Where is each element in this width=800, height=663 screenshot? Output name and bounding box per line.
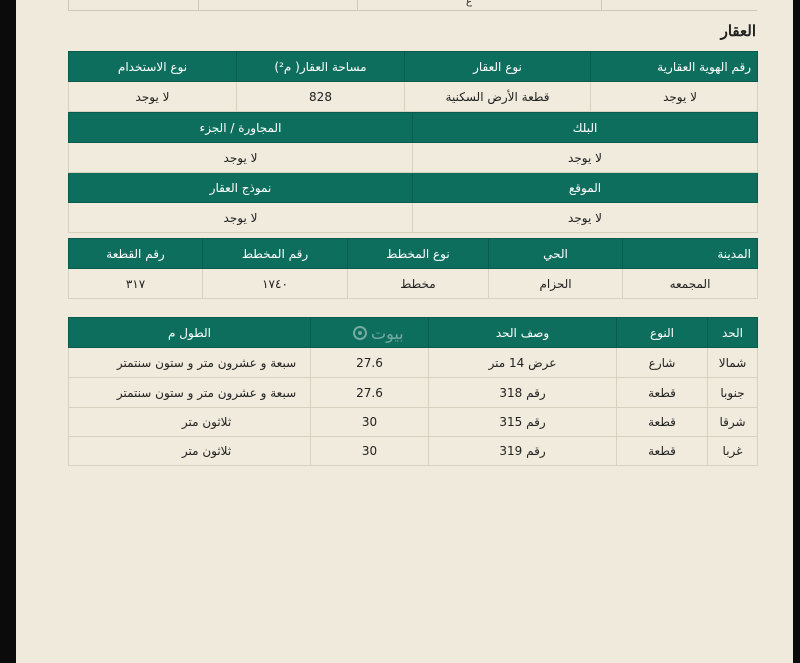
value-neighborhood-part: لا يوجد (69, 143, 413, 173)
header-boundary: الحد (708, 318, 758, 348)
boundary-description: رقم 315 (429, 408, 617, 437)
boundary-description: عرض 14 متر (429, 348, 617, 378)
header-plan-number: رقم المخطط (203, 239, 348, 269)
value-site: لا يوجد (413, 203, 758, 233)
edge-cell (68, 0, 198, 10)
value-plot-number: ٣١٧ (69, 269, 203, 299)
header-plot-number: رقم القطعة (69, 239, 203, 269)
boundary-length-words: سبعة و عشرون متر و ستون سنتمتر (69, 348, 311, 378)
value-district: الحزام (489, 269, 623, 299)
block-table (68, 112, 758, 233)
edge-cell (357, 0, 601, 10)
header-property-model: نموذج العقار (69, 173, 413, 203)
table-row (69, 378, 758, 408)
table-header-row (69, 173, 758, 203)
boundary-length-number: 30 (311, 408, 429, 437)
boundary-kind: قطعة (617, 378, 708, 408)
watermark-logo (353, 320, 449, 346)
header-property-type: نوع العقار (405, 52, 591, 82)
header-plan-type: نوع المخطط (348, 239, 489, 269)
location-table (68, 238, 758, 299)
table-row (69, 408, 758, 437)
previous-table-edge (68, 0, 757, 11)
value-block: لا يوجد (413, 143, 758, 173)
header-district: الحي (489, 239, 623, 269)
value-city: المجمعه (623, 269, 758, 299)
header-usage-type: نوع الاستخدام (69, 52, 237, 82)
boundary-length-number: 27.6 (311, 378, 429, 408)
table-row (69, 348, 758, 378)
value-property-type: قطعة الأرض السكنية (405, 82, 591, 112)
edge-cell (601, 0, 757, 10)
value-usage-type: لا يوجد (69, 82, 237, 112)
boundary-kind: شارع (617, 348, 708, 378)
header-neighborhood-part: المجاورة / الجزء (69, 113, 413, 143)
boundary-length-words: ثلاثون متر (69, 408, 311, 437)
boundary-description: رقم 319 (429, 437, 617, 466)
section-title: العقار (720, 22, 756, 40)
header-property-id: رقم الهوية العقارية (591, 52, 758, 82)
watermark-text: بيوت (371, 323, 404, 343)
boundary-description: رقم 318 (429, 378, 617, 408)
edge-cell (198, 0, 356, 10)
cut-off-text: ع (466, 0, 472, 7)
boundary-length-words: سبعة و عشرون متر و ستون سنتمتر (69, 378, 311, 408)
table-header-row (69, 239, 758, 269)
header-site: الموقع (413, 173, 758, 203)
boundary-length-words: ثلاثون متر (69, 437, 311, 466)
document-page (16, 0, 793, 663)
header-kind: النوع (617, 318, 708, 348)
header-block: البلك (413, 113, 758, 143)
value-property-model: لا يوجد (69, 203, 413, 233)
location-pin-icon (353, 326, 367, 340)
table-row (69, 437, 758, 466)
table-header-row (69, 113, 758, 143)
header-city: المدينة (623, 239, 758, 269)
header-property-area: مساحة العقار( م²) (237, 52, 405, 82)
table-row (69, 143, 758, 173)
table-row (69, 269, 758, 299)
boundary-direction: جنوبا (708, 378, 758, 408)
value-plan-type: مخطط (348, 269, 489, 299)
header-length: الطول م (69, 318, 311, 348)
table-header-row (69, 52, 758, 82)
boundary-direction: شمالا (708, 348, 758, 378)
value-property-area: 828 (237, 82, 405, 112)
boundary-kind: قطعة (617, 408, 708, 437)
boundary-direction: شرقا (708, 408, 758, 437)
header-boundary-description: وصف الحد (429, 318, 617, 348)
boundary-length-number: 30 (311, 437, 429, 466)
value-plan-number: ١٧٤٠ (203, 269, 348, 299)
table-row (69, 82, 758, 112)
table-row (69, 203, 758, 233)
boundary-direction: غربا (708, 437, 758, 466)
boundary-length-number: 27.6 (311, 348, 429, 378)
value-property-id: لا يوجد (591, 82, 758, 112)
property-table (68, 51, 758, 112)
boundary-kind: قطعة (617, 437, 708, 466)
